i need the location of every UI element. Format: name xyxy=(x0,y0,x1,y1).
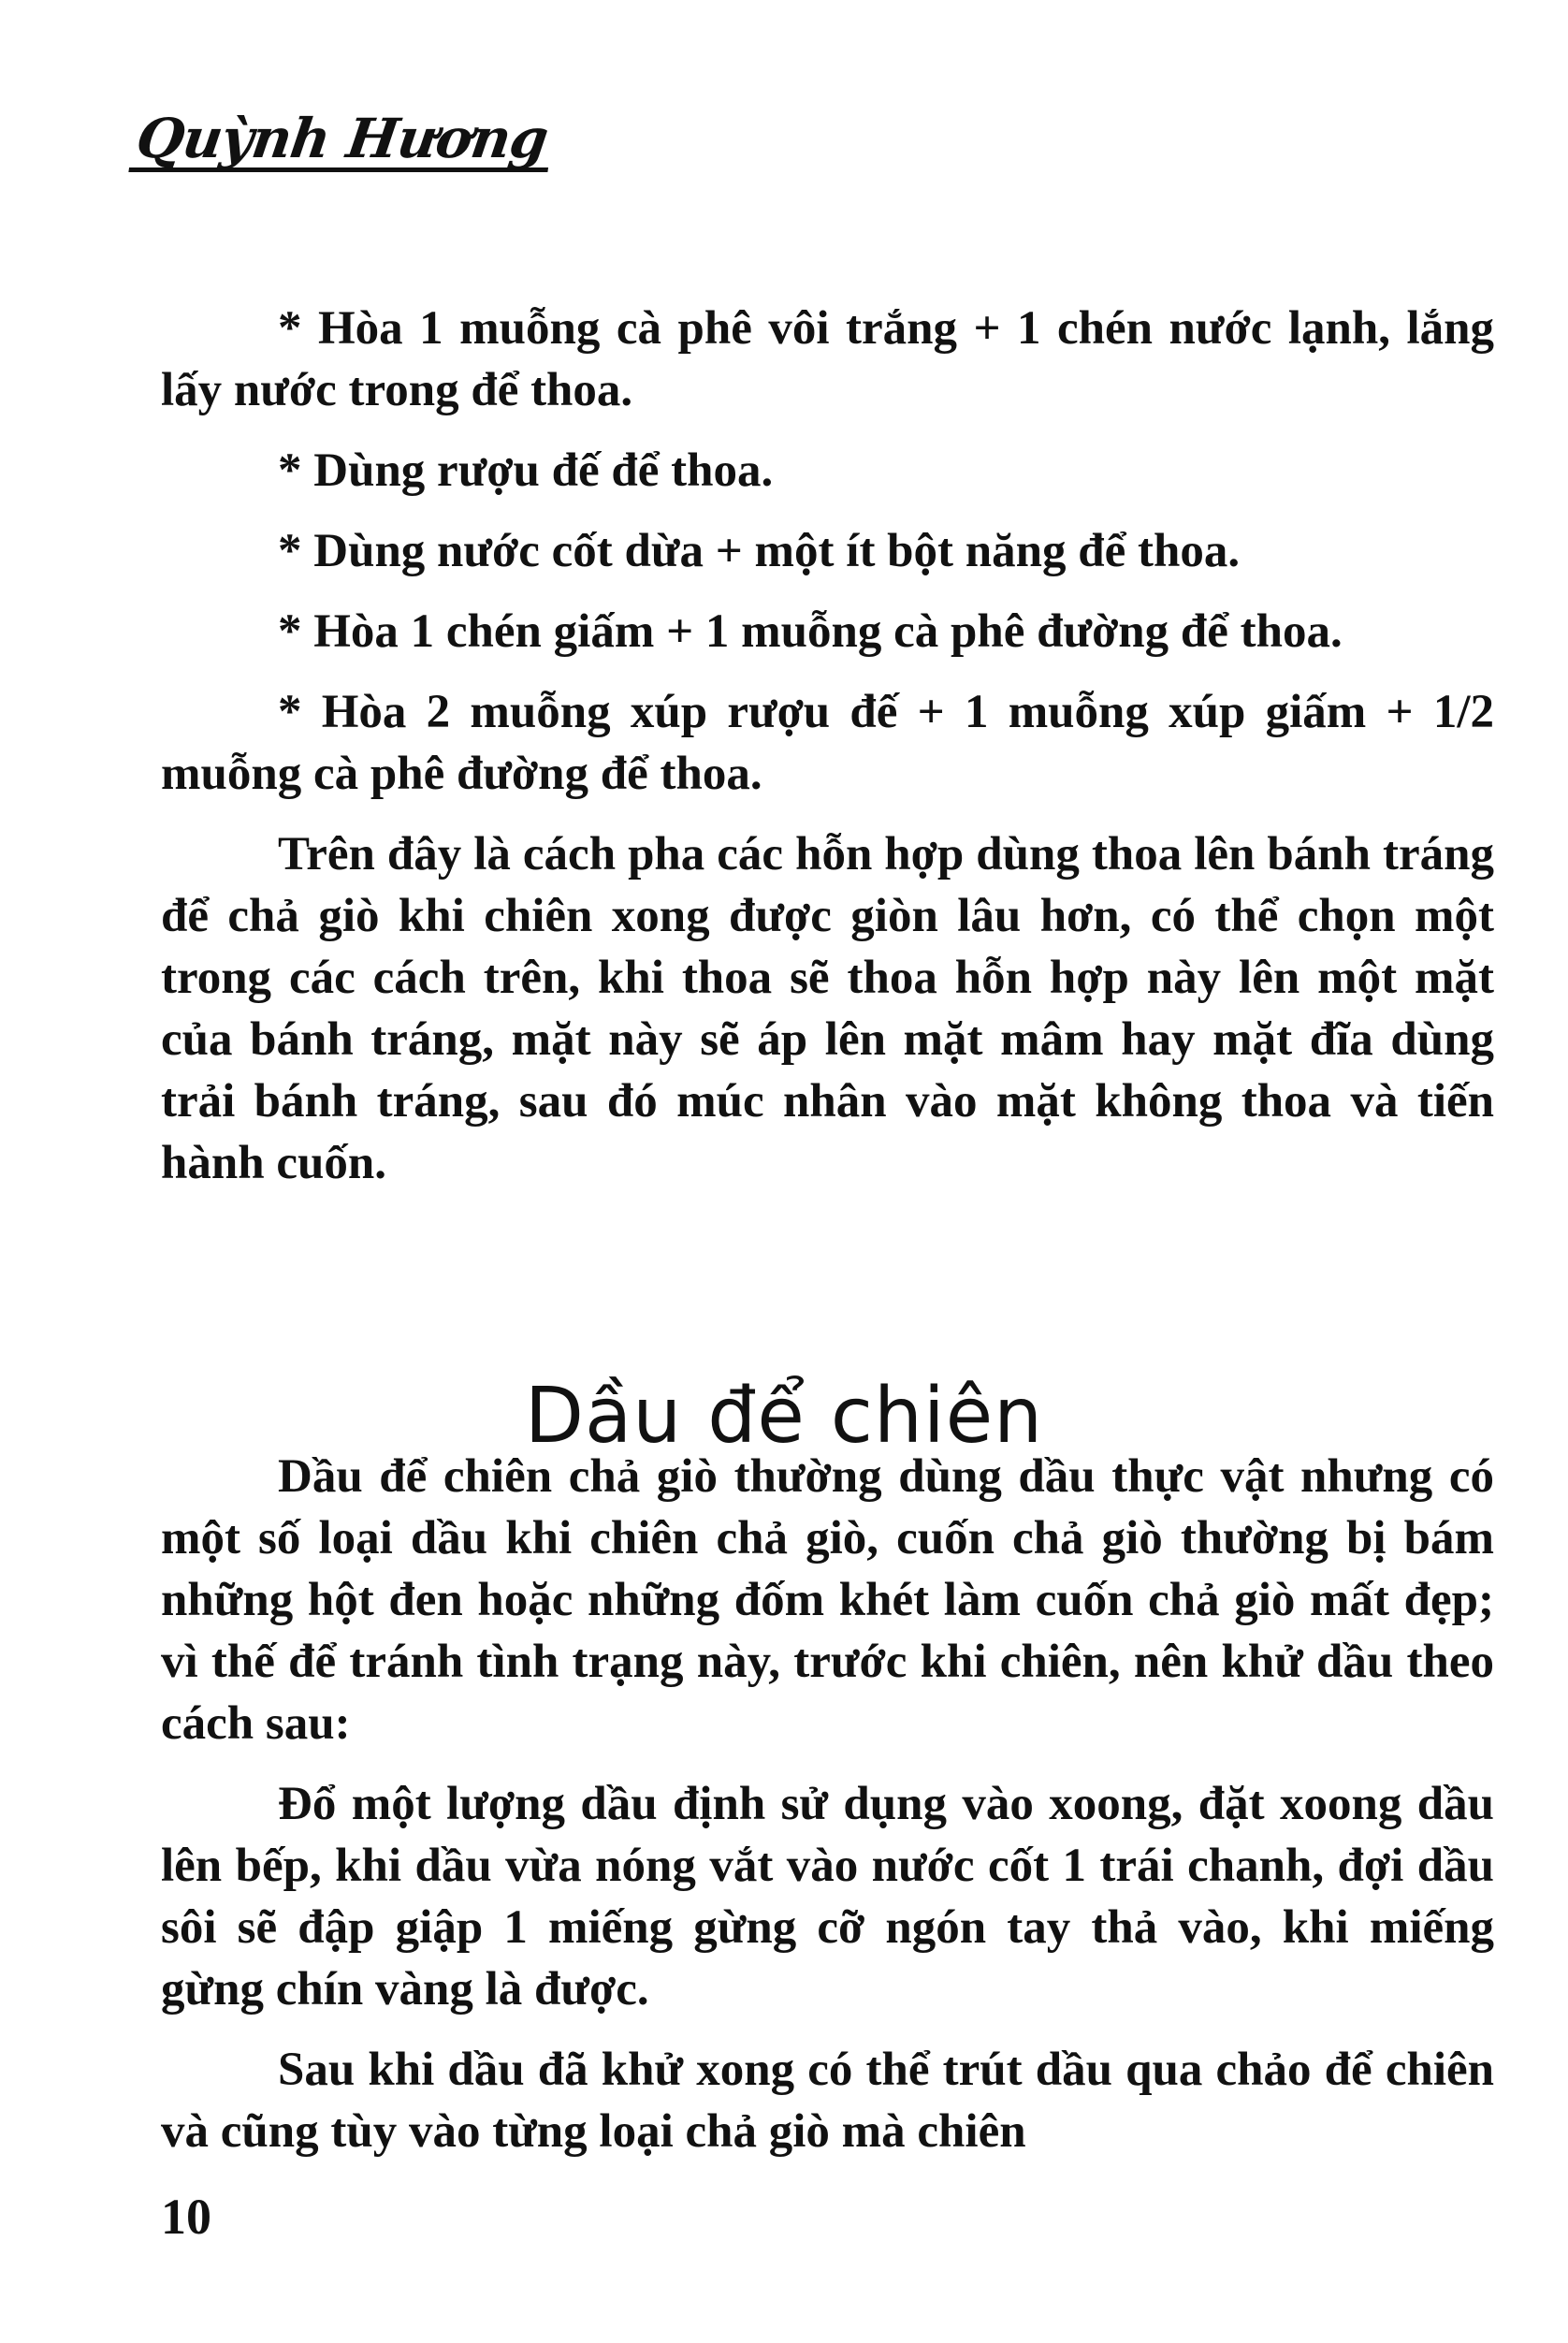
section-text-block xyxy=(161,1446,1494,2162)
section-paragraph: Sau khi dầu đã khử xong có thể trút dầu qua chảo để chiên và cũng tùy vào từng loại chả giò mà chiên xyxy=(161,2044,1494,2158)
section-paragraph: Đổ một lượng dầu định sử dụng vào xoong, đặt xoong dầu lên bếp, khi dầu vừa nóng vắt vào nước cốt 1 trái chanh, đợi dầu sôi sẽ đập giập 1 miếng gừng cỡ ngón tay thả vào, khi miếng gừng chín vàng là được. xyxy=(161,1778,1494,2016)
list-item: * Hòa 1 chén giấm + 1 muỗng cà phê đường để thoa. xyxy=(278,605,1343,658)
list-item: * Dùng nước cốt dừa + một ít bột năng để thoa. xyxy=(278,525,1241,577)
list-item: * Hòa 2 muỗng xúp rượu đế + 1 muỗng xúp giấm + 1/2 muỗng cà phê đường để thoa. xyxy=(161,686,1494,800)
section-title: Dầu để chiên xyxy=(524,1372,1044,1462)
section-paragraph: Dầu để chiên chả giò thường dùng dầu thực vật nhưng có một số loại dầu khi chiên chả giò, cuốn chả giò thường bị bám những hột đen hoặc những đốm khét làm cuốn chả giò mất đẹp; vì thế để tránh tình trạng này, trước khi chiên, nên khử dầu theo cách sau: xyxy=(161,1450,1494,1750)
list-item: * Hòa 1 muỗng cà phê vôi trắng + 1 chén nước lạnh, lắng lấy nước trong để thoa. xyxy=(161,302,1494,416)
intro-text-block xyxy=(161,298,1494,1194)
summary-paragraph: Trên đây là cách pha các hỗn hợp dùng thoa lên bánh tráng để chả giò khi chiên xong được giòn lâu hơn, có thể chọn một trong các cách trên, khi thoa sẽ thoa hỗn hợp này lên một mặt của bánh tráng, mặt này sẽ áp lên mặt mâm hay mặt đĩa dùng trải bánh tráng, sau đó múc nhân vào mặt không thoa và tiến hành cuốn. xyxy=(161,828,1494,1189)
author-signature: Quỳnh Hương xyxy=(128,110,557,172)
list-item: * Dùng rượu đế để thoa. xyxy=(278,444,774,497)
page-number: 10 xyxy=(161,2189,211,2245)
